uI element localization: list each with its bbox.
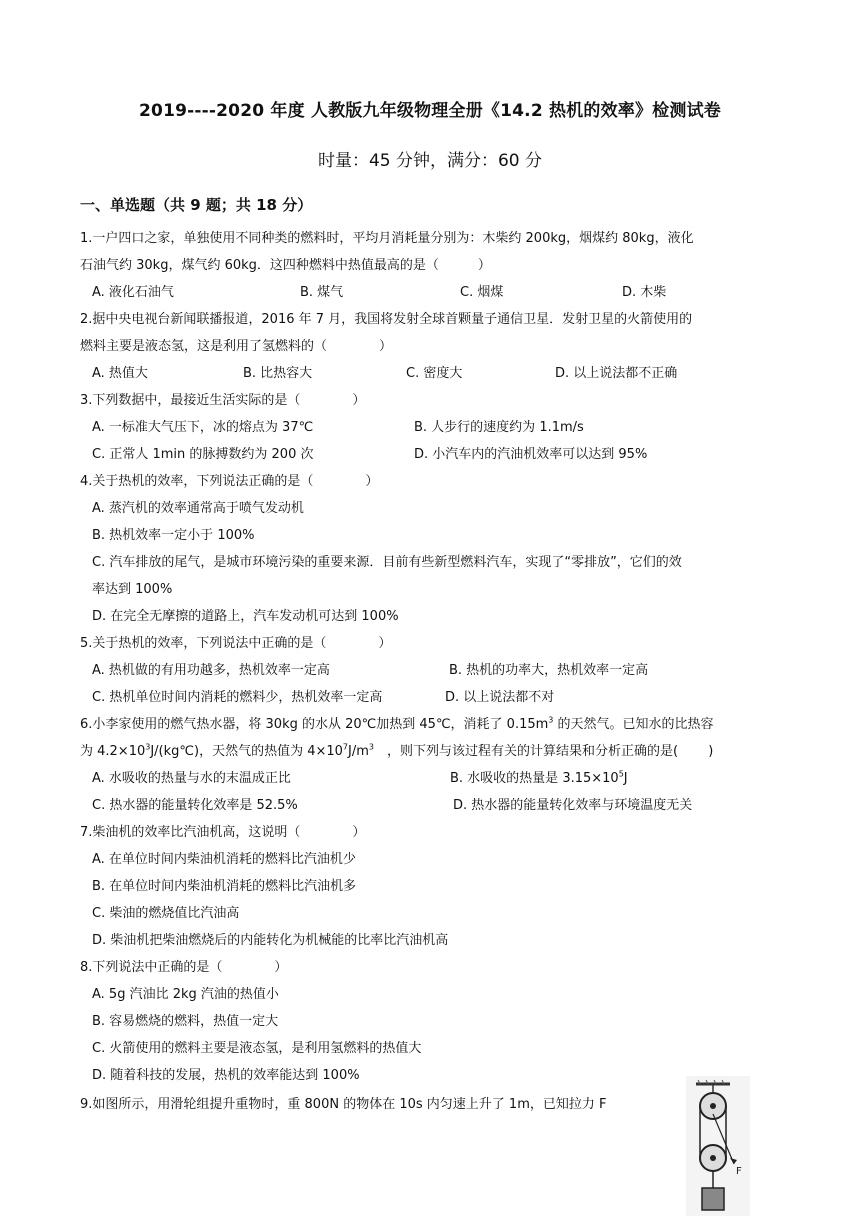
question-1-line-1: 1.一户四口之家，单独使用不同种类的燃料时，平均月消耗量分别为：木柴约 200kg，烟煤约 80kg，液化 xyxy=(80,231,694,246)
question-9-line-1: 9.如图所示，用滑轮组提升重物时，重 800N 的物体在 10s 内匀速上升了 1m，已知拉力 F xyxy=(80,1097,607,1112)
question-2-option-d: D. 以上说法都不正确 xyxy=(555,366,678,381)
question-2-option-c: C. 密度大 xyxy=(406,366,463,381)
question-4-line-1: 4.关于热机的效率，下列说法正确的是（ ） xyxy=(80,474,379,489)
question-7-option-c: C. 柴油的燃烧值比汽油高 xyxy=(92,906,240,921)
question-2-option-a: A. 热值大 xyxy=(92,366,148,381)
page-title: 2019----2020 年度 人教版九年级物理全册《14.2 热机的效率》检测试卷 xyxy=(139,101,721,121)
question-8-option-c: C. 火箭使用的燃料主要是液态氢，是利用氢燃料的热值大 xyxy=(92,1041,422,1056)
question-4-option-b: B. 热机效率一定小于 100% xyxy=(92,528,255,543)
question-6-option-d: D. 热水器的能量转化效率与环境温度无关 xyxy=(453,798,693,813)
question-1-option-d: D. 木柴 xyxy=(622,285,667,300)
question-7-option-b: B. 在单位时间内柴油机消耗的燃料比汽油机多 xyxy=(92,879,357,894)
question-6-option-c: C. 热水器的能量转化效率是 52.5% xyxy=(92,798,298,813)
pulley-diagram xyxy=(686,1076,750,1216)
question-4-option-c-line-2: 率达到 100% xyxy=(92,582,173,597)
question-5-option-d: D. 以上说法都不对 xyxy=(445,690,555,705)
question-4-option-a: A. 蒸汽机的效率通常高于喷气发动机 xyxy=(92,501,304,516)
question-1-option-b: B. 煤气 xyxy=(300,285,344,300)
question-1-option-c: C. 烟煤 xyxy=(460,285,504,300)
question-3-line-1: 3.下列数据中，最接近生活实际的是（ ） xyxy=(80,393,366,408)
force-label: F xyxy=(736,1166,742,1177)
section-heading: 一、单选题（共 9 题；共 18 分） xyxy=(80,196,313,214)
question-2-option-b: B. 比热容大 xyxy=(243,366,313,381)
question-3-option-b: B. 人步行的速度约为 1.1m/s xyxy=(414,420,584,435)
question-5-line-1: 5.关于热机的效率，下列说法中正确的是（ ） xyxy=(80,636,392,651)
question-8-line-1: 8.下列说法中正确的是（ ） xyxy=(80,960,288,975)
question-1-option-a: A. 液化石油气 xyxy=(92,285,174,300)
question-6-option-b: B. 水吸收的热量是 $3.15\times 10^5J$ xyxy=(450,769,628,786)
question-2-line-1: 2.据中央电视台新闻联播报道，2016 年 7 月，我国将发射全球首颗量子通信卫星．发射卫星的火箭使用的 xyxy=(80,312,693,327)
question-3-option-c: C. 正常人 1min 的脉搏数约为 200 次 xyxy=(92,447,314,462)
question-6-line-2: 为 $4.2\times 10^3J/(kg℃)$，天然气的热值为 $4\times 10^7J/m^3$ ，则下列与该过程有关的计算结果和分析正确的是( ) xyxy=(80,742,714,759)
question-5-option-b: B. 热机的功率大，热机效率一定高 xyxy=(449,663,649,678)
pulley-figure xyxy=(686,1076,750,1216)
question-6-line-1: 6.小李家使用的燃气热水器，将 30kg 的水从 20℃加热到 45℃，消耗了 $0.15m^3$ 的天然气。已知水的比热容 xyxy=(80,715,714,732)
question-8-option-d: D. 随着科技的发展，热机的效率能达到 100% xyxy=(92,1068,360,1083)
question-4-option-c-line-1: C. 汽车排放的尾气，是城市环境污染的重要来源．目前有些新型燃料汽车，实现了“零排放”，它们的效 xyxy=(92,555,682,570)
question-6-option-a: A. 水吸收的热量与水的末温成正比 xyxy=(92,771,291,786)
question-3-option-a: A. 一标准大气压下，冰的熔点为 37℃ xyxy=(92,420,314,435)
question-7-option-a: A. 在单位时间内柴油机消耗的燃料比汽油机少 xyxy=(92,852,356,867)
question-3-option-d: D. 小汽车内的汽油机效率可以达到 95% xyxy=(414,447,648,462)
question-2-line-2: 燃料主要是液态氢，这是利用了氢燃料的（ ） xyxy=(80,339,393,354)
question-5-option-a: A. 热机做的有用功越多，热机效率一定高 xyxy=(92,663,330,678)
question-7-option-d: D. 柴油机把柴油燃烧后的内能转化为机械能的比率比汽油机高 xyxy=(92,933,449,948)
question-4-option-d: D. 在完全无摩擦的道路上，汽车发动机可达到 100% xyxy=(92,609,399,624)
question-5-option-c: C. 热机单位时间内消耗的燃料少，热机效率一定高 xyxy=(92,690,383,705)
question-1-line-2: 石油气约 30kg，煤气约 60kg．这四种燃料中热值最高的是（ ） xyxy=(80,258,491,273)
exam-info: 时量：45 分钟，满分：60 分 xyxy=(317,151,543,171)
question-8-option-a: A. 5g 汽油比 2kg 汽油的热值小 xyxy=(92,987,279,1002)
question-7-line-1: 7.柴油机的效率比汽油机高，这说明（ ） xyxy=(80,825,366,840)
question-8-option-b: B. 容易燃烧的燃料，热值一定大 xyxy=(92,1014,279,1029)
